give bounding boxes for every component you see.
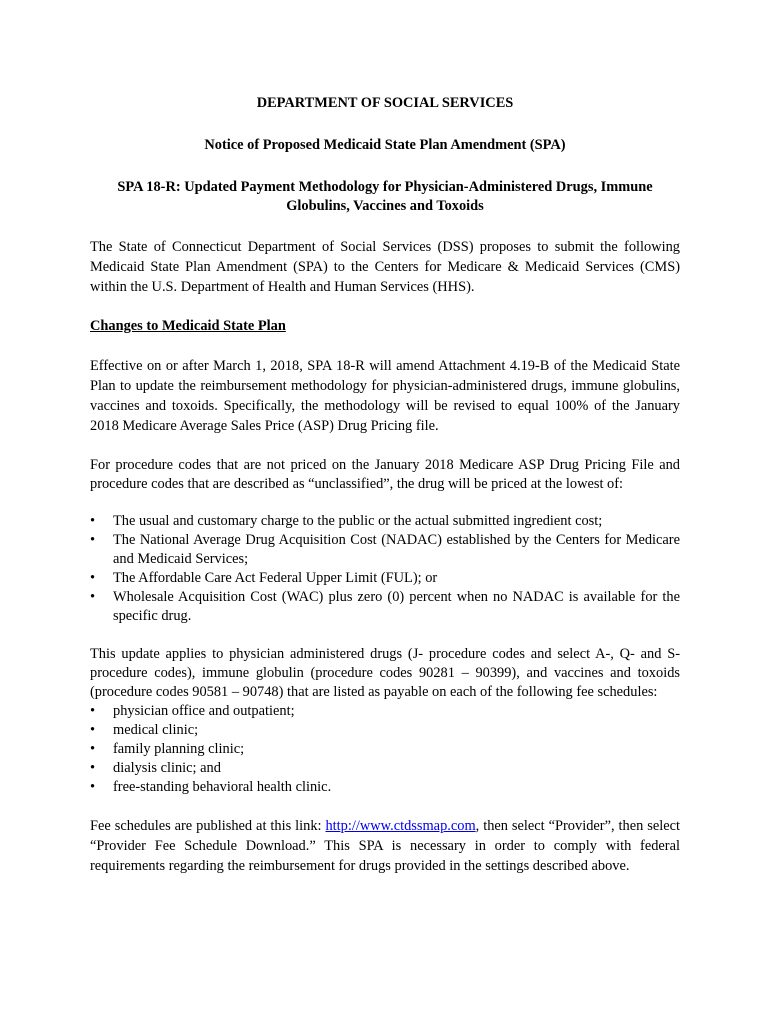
ctdssmap-link[interactable]: http://www.ctdssmap.com (325, 818, 476, 834)
list-item: • medical clinic; (90, 722, 199, 738)
spa-title-line2: Globulins, Vaccines and Toxoids (286, 198, 484, 214)
list-item: • free-standing behavioral health clinic. (90, 779, 332, 795)
fee-prefix-text: Fee schedules are published at this link: (90, 818, 326, 834)
list-item: • The usual and customary charge to the public or the actual submitted ingredient cost; (90, 513, 603, 529)
list-item: • dialysis clinic; and (90, 760, 221, 776)
fee-schedule-paragraph (90, 816, 680, 876)
applies-paragraph: This update applies to physician administered drugs (J- procedure codes and select A-, Q- and S-procedure codes), immune globulin (procedure codes 90281 – 90399), and vaccines and toxoids (procedure codes 90581 – 90748) that are listed as payable on each of the following fee schedules: (90, 646, 680, 700)
changes-heading: Changes to Medicaid State Plan (90, 318, 286, 334)
bullet-icon: • (90, 513, 96, 529)
list-item: • The National Average Drug Acquisition Cost (NADAC) established by the Centers for Medicare and Medicaid Services; (90, 532, 680, 567)
procedure-paragraph: For procedure codes that are not priced on the January 2018 Medicare ASP Drug Pricing File and procedure codes that are described as “unclassified”, the drug will be priced at the lowest of: (90, 457, 680, 492)
department-title: DEPARTMENT OF SOCIAL SERVICES (256, 95, 514, 111)
list-item: • Wholesale Acquisition Cost (WAC) plus zero (0) percent when no NADAC is available for the specific drug. (90, 589, 680, 624)
bullet-icon: • (90, 589, 96, 605)
effective-paragraph: Effective on or after March 1, 2018, SPA 18-R will amend Attachment 4.19-B of the Medicaid State Plan to update the reimbursement methodology for physician-administered drugs, immune globulins, vaccines and toxoids. Specifically, the methodology will be revised to equal 100% of the January 2018 Medicare Average Sales Price (ASP) Drug Pricing file. (90, 358, 680, 434)
bullet-icon: • (90, 760, 96, 776)
fee-suffix-text: , then select “Provider”, then select “Provider Fee Schedule Download.” This SPA is necessary in order to comply with federal requirements regarding the reimbursement for drugs provided in the settings described above. (90, 818, 680, 874)
bullet-icon: • (90, 722, 96, 738)
list-item: • physician office and outpatient; (90, 703, 295, 719)
document-body (90, 0, 680, 876)
bullet-icon: • (90, 741, 96, 757)
bullet-icon: • (90, 703, 96, 719)
bullet-icon: • (90, 779, 96, 795)
spa-title (90, 178, 680, 216)
intro-paragraph: The State of Connecticut Department of Social Services (DSS) proposes to submit the following Medicaid State Plan Amendment (SPA) to the Centers for Medicare & Medicaid Services (CMS) within the U.S. Department of Health and Human Services (HHS). (90, 239, 680, 295)
bullet-icon: • (90, 532, 96, 548)
bullet-icon: • (90, 570, 96, 586)
spa-title-line1: SPA 18-R: Updated Payment Methodology for Physician-Administered Drugs, Immune (117, 179, 653, 195)
list-item: • family planning clinic; (90, 741, 245, 757)
lowest-of-list (90, 512, 680, 626)
notice-title: Notice of Proposed Medicaid State Plan Amendment (SPA) (204, 137, 566, 153)
fee-schedule-list (90, 702, 680, 797)
list-item: • The Affordable Care Act Federal Upper Limit (FUL); or (90, 570, 438, 586)
